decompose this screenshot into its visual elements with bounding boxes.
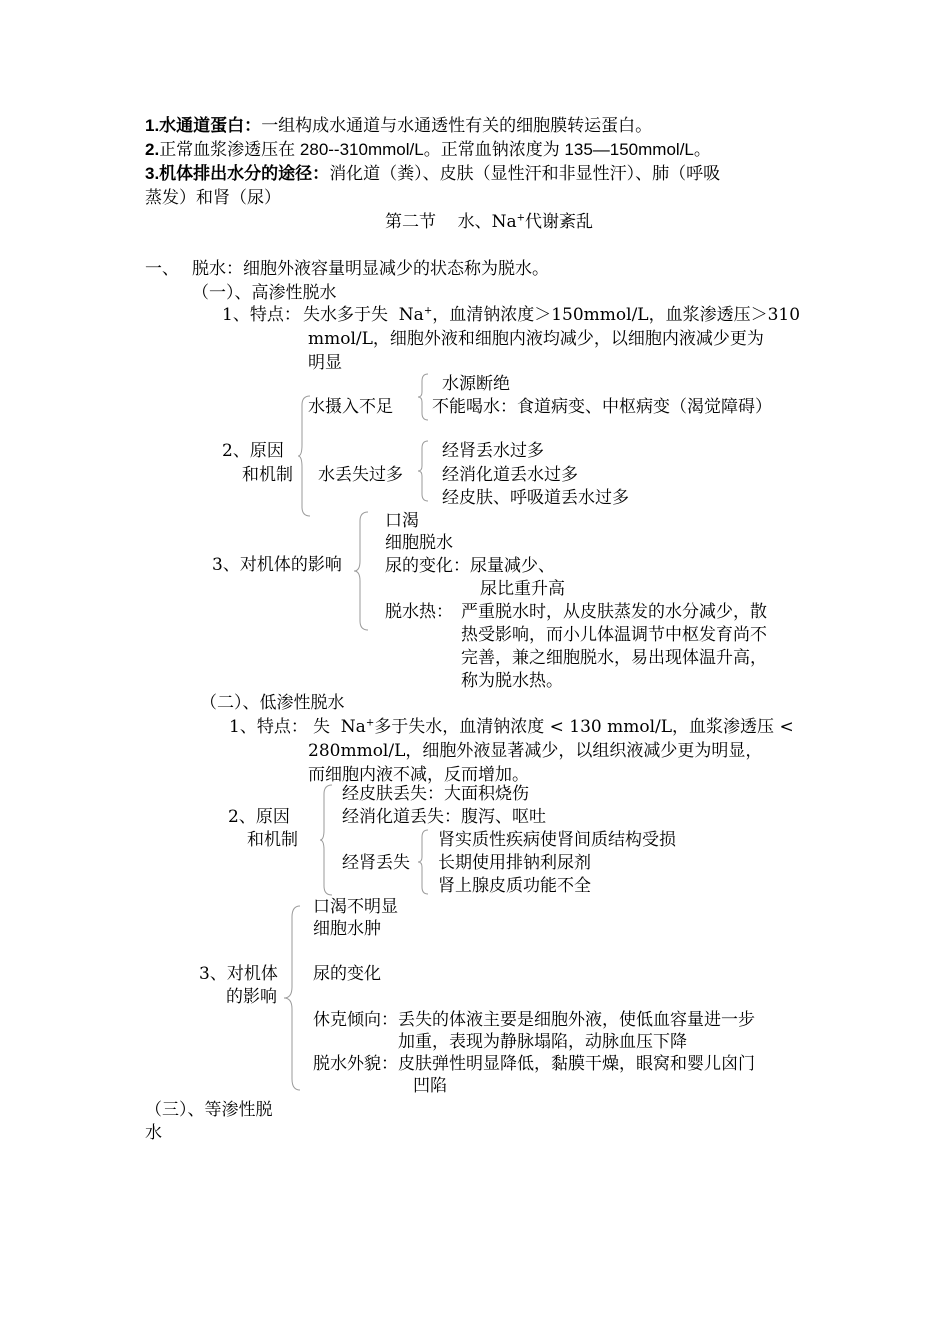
- high-feature-1b: ，血清钠浓度＞150mmol/L，血浆渗透压＞310: [432, 305, 801, 325]
- low-kidney-item-1: 肾实质性疾病使肾间质结构受损: [438, 830, 676, 850]
- high-effect-label: 3、对机体的影响: [212, 555, 342, 575]
- high-feature-1a: 失水多于失 Na: [303, 305, 424, 325]
- low-effect-1: 口渴不明显: [313, 897, 398, 917]
- low-cause-label-1: 2、原因: [228, 807, 290, 827]
- iso-heading-line-2: 水: [145, 1123, 162, 1143]
- low-cause-label-2: 和机制: [247, 830, 298, 850]
- high-effect-3: 尿的变化：尿量减少、: [385, 556, 555, 576]
- low-feature-1b: 多于失水，血清钠浓度 < 130 mmol/L，血浆渗透压 <: [374, 717, 794, 737]
- high-loss-item-1: 经肾丢水过多: [442, 441, 544, 461]
- dehydration-definition: 脱水：细胞外液容量明显减少的状态称为脱水。: [192, 259, 549, 279]
- high-intake-item-1: 水源断绝: [442, 374, 510, 394]
- low-effect-2: 细胞水肿: [313, 919, 381, 939]
- section-title-sup: +: [516, 212, 526, 224]
- high-feature-line-1: [303, 304, 800, 326]
- high-loss-item-2: 经消化道丢水过多: [442, 465, 578, 485]
- section-title-b: 代谢紊乱: [525, 212, 594, 232]
- iso-heading-line-1: （三）、等渗性脱: [145, 1100, 273, 1120]
- low-effect-brace: [284, 905, 302, 1091]
- intro-excretion-text: 消化道（粪）、皮肤（显性汗和非显性汗）、肺（呼吸: [329, 164, 721, 184]
- low-cause-brace: [320, 784, 334, 896]
- low-feature-label: 1、特点：: [229, 717, 308, 737]
- high-intake-label: 水摄入不足: [308, 397, 393, 417]
- high-intake-item-2: 不能喝水：食道病变、中枢病变（渴觉障碍）: [432, 397, 772, 417]
- high-fever-line-2: 热受影响，而小儿体温调节中枢发育尚不: [461, 625, 767, 645]
- intro-term-text: 一组构成水通道与水通透性有关的细胞膜转运蛋白。: [261, 116, 653, 136]
- low-feature-1a: 失 Na: [313, 717, 366, 737]
- high-feature-line-3: 明显: [308, 353, 342, 373]
- intro-line-3: [145, 163, 720, 185]
- high-effect-4: 尿比重升高: [480, 579, 565, 599]
- intro-num-2: 2.: [145, 140, 160, 159]
- intro-osmolality-text: 正常血浆渗透压在 280--310mmol/L。正常血钠浓度为 135—150mmol/L。: [159, 140, 711, 159]
- high-loss-label: 水丢失过多: [318, 465, 403, 485]
- low-kidney-brace: [418, 829, 430, 895]
- low-effect-3: 尿的变化: [313, 964, 381, 984]
- low-effect-label-1: 3、对机体: [199, 964, 278, 984]
- high-loss-brace: [418, 440, 430, 502]
- low-cause-2: 经消化道丢失：腹泻、呕吐: [342, 807, 546, 827]
- intro-term-label: 1.水通道蛋白：: [145, 116, 262, 135]
- high-cause-label-1: 2、原因: [222, 441, 284, 461]
- low-cause-1: 经皮肤丢失：大面积烧伤: [342, 784, 529, 804]
- intro-excretion-label: 3.机体排出水分的途径：: [145, 164, 330, 183]
- high-cause-label-2: 和机制: [242, 465, 293, 485]
- section-title-a: 第二节 水、Na: [385, 212, 517, 232]
- high-heading: （一）、高渗性脱水: [192, 283, 337, 303]
- high-loss-item-3: 经皮肤、呼吸道丢水过多: [442, 488, 629, 508]
- intro-line-3-cont: 蒸发）和肾（尿）: [145, 188, 281, 208]
- high-fever-line-3: 完善，兼之细胞脱水，易出现体温升高，: [461, 648, 767, 668]
- low-look-line-1: 脱水外貌：皮肤弹性明显降低，黏膜干燥，眼窝和婴儿囟门: [313, 1054, 755, 1074]
- low-heading: （二）、低渗性脱水: [200, 693, 345, 713]
- high-fever-label: 脱水热：: [385, 602, 453, 622]
- high-effect-1: 口渴: [385, 511, 419, 531]
- high-fever-line-4: 称为脱水热。: [461, 671, 563, 691]
- low-shock-line-1: 休克倾向：丢失的体液主要是细胞外液，使低血容量进一步: [313, 1010, 755, 1030]
- low-feature-line-3: 而细胞内液不减，反而增加。: [308, 765, 529, 785]
- low-kidney-label: 经肾丢失: [342, 853, 410, 873]
- low-kidney-item-2: 长期使用排钠利尿剂: [438, 853, 591, 873]
- intro-line-2: [145, 139, 711, 161]
- high-feature-line-2: mmol/L，细胞外液和细胞内液均减少，以细胞内液减少更为: [308, 329, 764, 349]
- low-shock-line-2: 加重，表现为静脉塌陷，动脉血压下降: [398, 1032, 687, 1052]
- high-feature-sup: +: [423, 305, 433, 317]
- dehydration-num: 一、: [145, 259, 179, 279]
- high-fever-line-1: 严重脱水时，从皮肤蒸发的水分减少，散: [461, 602, 767, 622]
- intro-line-1: [145, 115, 652, 137]
- high-effect-2: 细胞脱水: [385, 533, 453, 553]
- low-feature-sup: +: [365, 717, 375, 729]
- high-intake-brace: [418, 373, 430, 421]
- low-effect-label-2: 的影响: [226, 987, 277, 1007]
- high-effect-brace: [354, 511, 370, 631]
- high-feature-label: 1、特点：: [222, 305, 301, 325]
- low-feature-line-1: [313, 716, 794, 738]
- low-feature-line-2: 280mmol/L，细胞外液显著减少，以组织液减少更为明显，: [308, 741, 763, 761]
- low-kidney-item-3: 肾上腺皮质功能不全: [438, 876, 591, 896]
- section-title: [385, 211, 593, 233]
- low-look-line-2: 凹陷: [413, 1076, 447, 1096]
